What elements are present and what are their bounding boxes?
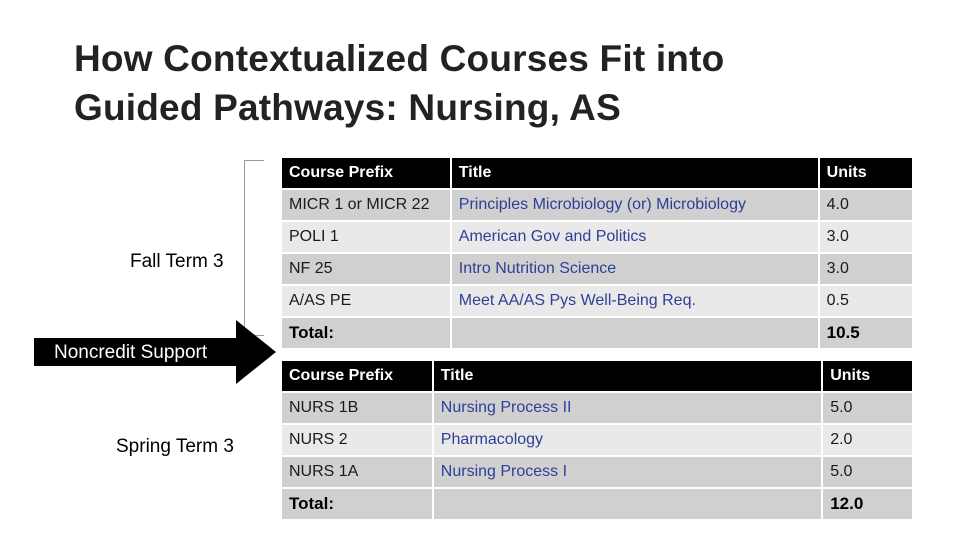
column-header-title: Title — [451, 157, 819, 189]
course-prefix-cell: NURS 1B — [281, 392, 433, 424]
table-row — [281, 189, 913, 221]
column-header-units: Units — [819, 157, 913, 189]
course-prefix-cell: NURS 1A — [281, 456, 433, 488]
course-units-cell: 5.0 — [822, 392, 913, 424]
total-units-cell: 12.0 — [822, 488, 913, 520]
course-units-cell: 0.5 — [819, 285, 913, 317]
course-title-cell: Intro Nutrition Science — [451, 253, 819, 285]
slide-title — [74, 34, 894, 132]
course-prefix-cell: NURS 2 — [281, 424, 433, 456]
column-header-units: Units — [822, 360, 913, 392]
table-row — [281, 424, 913, 456]
column-header-prefix: Course Prefix — [281, 360, 433, 392]
total-label-cell: Total: — [281, 488, 433, 520]
total-label-cell: Total: — [281, 317, 451, 349]
table-total-row — [281, 317, 913, 349]
course-units-cell: 4.0 — [819, 189, 913, 221]
noncredit-support-arrow — [34, 320, 276, 384]
course-title-cell: Meet AA/AS Pys Well-Being Req. — [451, 285, 819, 317]
total-empty-cell — [433, 488, 822, 520]
course-units-cell: 2.0 — [822, 424, 913, 456]
course-units-cell: 5.0 — [822, 456, 913, 488]
fall-term-label: Fall Term 3 — [130, 251, 224, 272]
course-units-cell: 3.0 — [819, 253, 913, 285]
noncredit-support-label: Noncredit Support — [54, 342, 208, 363]
column-header-title: Title — [433, 360, 822, 392]
column-header-prefix: Course Prefix — [281, 157, 451, 189]
table-row — [281, 456, 913, 488]
table-row — [281, 392, 913, 424]
course-prefix-cell: NF 25 — [281, 253, 451, 285]
course-units-cell: 3.0 — [819, 221, 913, 253]
total-empty-cell — [451, 317, 819, 349]
spring-term-table — [280, 359, 914, 521]
course-prefix-cell: A/AS PE — [281, 285, 451, 317]
fall-term-bracket — [244, 160, 264, 336]
course-prefix-cell: POLI 1 — [281, 221, 451, 253]
slide-title-line-1: How Contextualized Courses Fit into — [74, 38, 725, 79]
table-total-row — [281, 488, 913, 520]
fall-term-table — [280, 156, 914, 350]
course-prefix-cell: MICR 1 or MICR 22 — [281, 189, 451, 221]
table-row — [281, 285, 913, 317]
slide-title-line-2: Guided Pathways: Nursing, AS — [74, 87, 621, 128]
table-header-row — [281, 157, 913, 189]
course-title-cell: Nursing Process II — [433, 392, 822, 424]
table-row — [281, 253, 913, 285]
spring-term-label: Spring Term 3 — [116, 436, 234, 457]
course-title-cell: American Gov and Politics — [451, 221, 819, 253]
total-units-cell: 10.5 — [819, 317, 913, 349]
course-title-cell: Nursing Process I — [433, 456, 822, 488]
table-header-row — [281, 360, 913, 392]
course-title-cell: Principles Microbiology (or) Microbiology — [451, 189, 819, 221]
course-title-cell: Pharmacology — [433, 424, 822, 456]
table-row — [281, 221, 913, 253]
